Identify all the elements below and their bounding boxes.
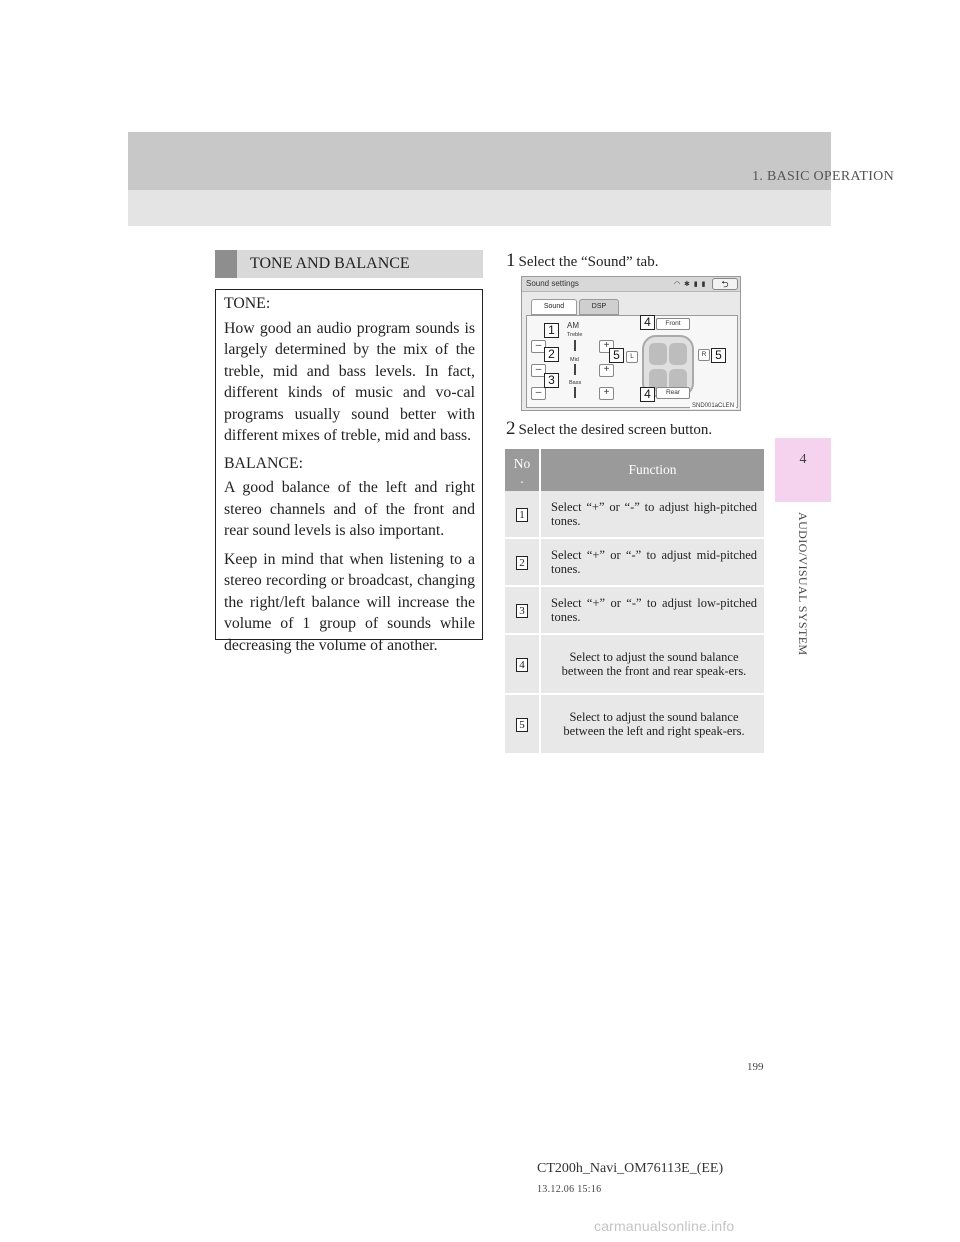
step-number: 2 xyxy=(506,418,516,439)
header-function: Function xyxy=(540,449,764,491)
number-box: 1 xyxy=(516,508,528,522)
number-box: 2 xyxy=(516,556,528,570)
document-date: 13.12.06 15:16 xyxy=(537,1184,602,1195)
section-title: 1. BASIC OPERATION xyxy=(752,169,894,184)
row-function: Select to adjust the sound balance between the left and right speak-ers. xyxy=(540,694,764,754)
balance-text-2: Keep in mind that when listening to a stereo recording or broadcast, changing the right/left balance will increase the volume of 1 group of sounds while decreasing the volume of another. xyxy=(224,550,475,654)
mid-label: Mid xyxy=(570,357,579,363)
callout-2: 2 xyxy=(544,347,559,362)
row-number xyxy=(505,586,540,634)
tone-text: How good an audio program sounds is largely determined by the mix of the treble, mid and bass levels. In fact, different kinds of music and vo-cal programs usually sound better with different mixes of treble, mid and bass. xyxy=(224,319,475,444)
row-function: Select to adjust the sound balance between the front and rear speak-ers. xyxy=(540,634,764,694)
band-label: AM xyxy=(567,321,579,330)
table-header-row xyxy=(505,449,764,491)
callout-3: 3 xyxy=(544,373,559,388)
page-number: 199 xyxy=(747,1061,764,1073)
status-icons: ◠ ✱ ▮ ▮ xyxy=(674,281,707,288)
treble-label: Treble xyxy=(567,332,583,338)
tone-heading-bar xyxy=(215,250,483,278)
callout-4-rear: 4 xyxy=(640,387,655,402)
heading-marker xyxy=(215,250,237,278)
screen-title: Sound settings xyxy=(526,279,579,288)
tone-balance-box xyxy=(215,289,483,654)
document-code: CT200h_Navi_OM76113E_(EE) xyxy=(537,1161,724,1176)
step-1 xyxy=(506,250,658,272)
treble-level xyxy=(574,340,576,351)
mid-level xyxy=(574,364,576,375)
table-row xyxy=(505,634,764,694)
balance-text-1: A good balance of the left and right stereo channels and of the front and rear sound levels is also important. xyxy=(224,479,475,539)
header-no: No . xyxy=(505,449,540,491)
right-button[interactable]: R xyxy=(698,349,710,361)
table-row xyxy=(505,538,764,586)
step-text: Select the “Sound” tab. xyxy=(518,254,659,270)
tone-label: TONE: xyxy=(224,295,271,312)
table-row xyxy=(505,586,764,634)
back-button[interactable]: ⮌ xyxy=(712,278,738,290)
step-number: 1 xyxy=(506,250,516,271)
left-button[interactable]: L xyxy=(626,351,638,363)
callout-5-right: 5 xyxy=(711,348,726,363)
front-button[interactable]: Front xyxy=(656,318,690,330)
watermark[interactable]: carmanualsonline.info xyxy=(594,1218,735,1234)
image-code: SND001aCLEN xyxy=(692,403,735,409)
mid-minus-button[interactable]: – xyxy=(531,364,546,377)
treble-plus-button[interactable]: + xyxy=(599,340,614,353)
chapter-tab xyxy=(775,438,831,502)
row-number xyxy=(505,491,540,538)
number-box: 4 xyxy=(516,658,528,672)
mid-plus-button[interactable]: + xyxy=(599,364,614,377)
callout-5-left: 5 xyxy=(609,348,624,363)
callout-4-front: 4 xyxy=(640,315,655,330)
table-row xyxy=(505,694,764,754)
table-row xyxy=(505,491,764,538)
bass-label: Bass xyxy=(569,380,582,386)
tab-dsp[interactable]: DSP xyxy=(579,299,619,315)
rear-button[interactable]: Rear xyxy=(656,387,690,399)
step-2 xyxy=(506,418,712,440)
chapter-label: AUDIO/VISUAL SYSTEM xyxy=(796,512,810,656)
number-box: 5 xyxy=(516,718,528,732)
row-function: Select “+” or “-” to adjust low-pitched tones. xyxy=(540,586,764,634)
treble-minus-button[interactable]: – xyxy=(531,340,546,353)
balance-label: BALANCE: xyxy=(224,454,303,472)
tab-sound[interactable]: Sound xyxy=(531,299,577,315)
row-function: Select “+” or “-” to adjust mid-pitched tones. xyxy=(540,538,764,586)
tone-heading: TONE AND BALANCE xyxy=(250,255,410,272)
callout-1: 1 xyxy=(544,323,559,338)
step-text: Select the desired screen button. xyxy=(518,422,713,438)
seat-icon xyxy=(669,343,687,365)
row-number xyxy=(505,634,540,694)
seat-icon xyxy=(649,343,667,365)
row-number xyxy=(505,694,540,754)
number-box: 3 xyxy=(516,604,528,618)
bass-minus-button[interactable]: – xyxy=(531,387,546,400)
chapter-number: 4 xyxy=(799,452,807,467)
function-table xyxy=(505,449,764,755)
bass-level xyxy=(574,387,576,398)
row-function: Select “+” or “-” to adjust high-pitched tones. xyxy=(540,491,764,538)
sound-settings-screenshot xyxy=(521,276,741,411)
bass-plus-button[interactable]: + xyxy=(599,387,614,400)
header-band xyxy=(128,132,831,190)
header-subband xyxy=(128,190,831,226)
row-number xyxy=(505,538,540,586)
